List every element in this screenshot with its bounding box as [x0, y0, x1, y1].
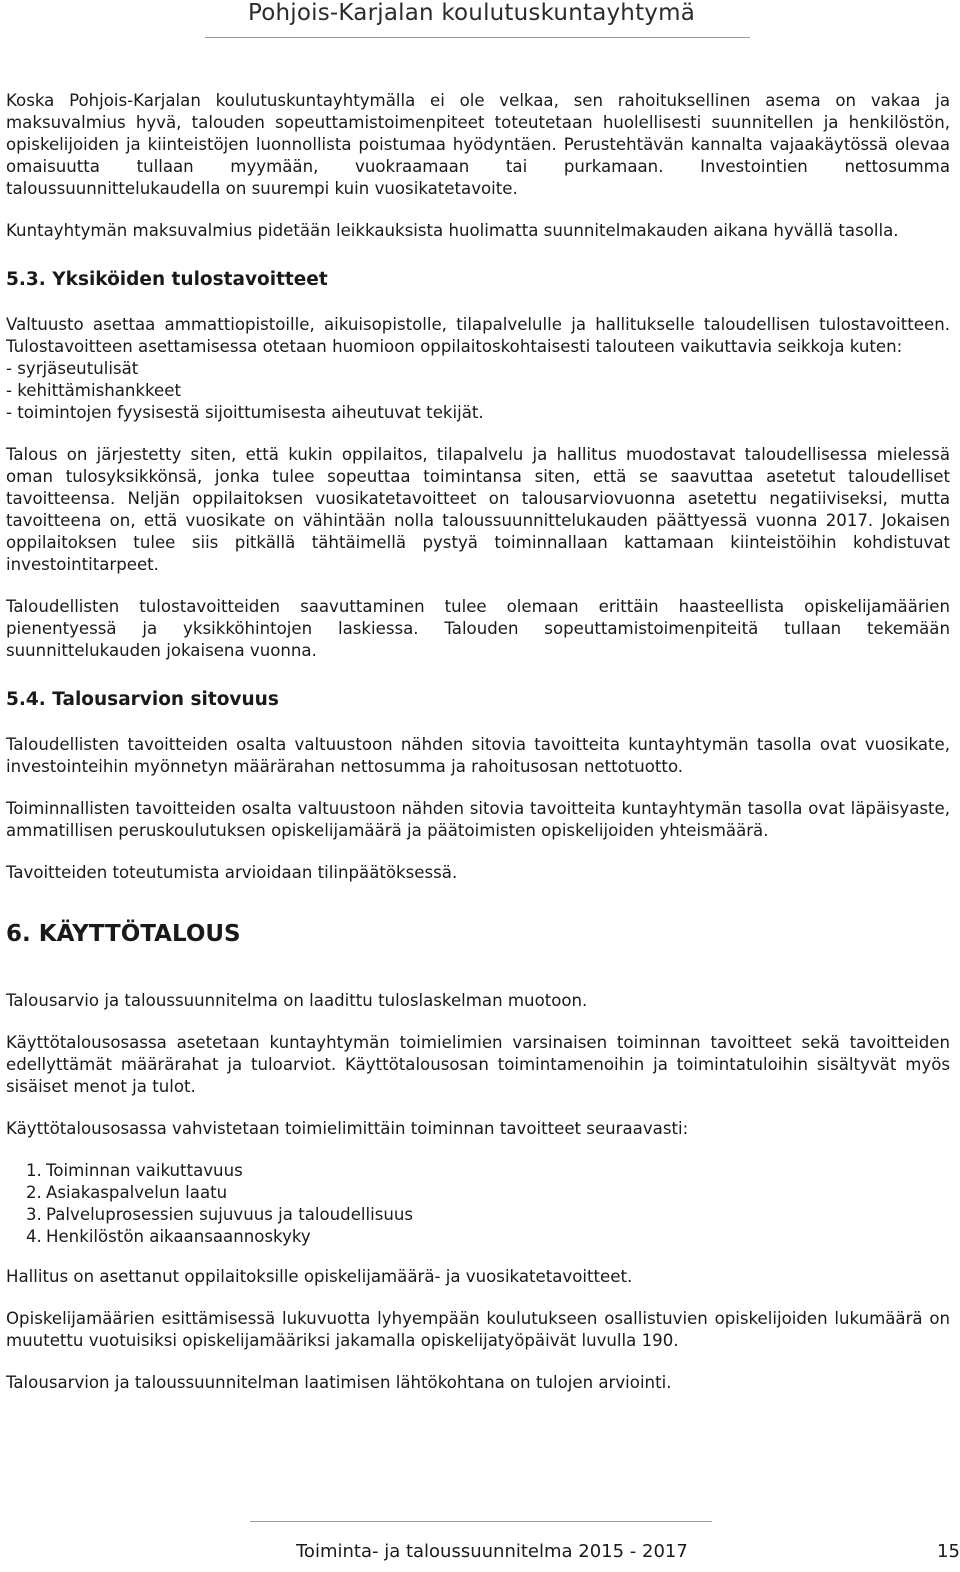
paragraph-binding-financial: Taloudellisten tavoitteiden osalta valtuustoon nähden sitovia tavoitteita kuntayhtymän tasolla ovat vuosikate, investointeihin myönnetyn määrärahan nettosumma ja rahoitusosan nettotuotto.	[6, 735, 950, 776]
list-item: 3. Palveluprosessien sujuvuus ja taloudellisuus	[26, 1205, 414, 1224]
paragraph-budget-format: Talousarvio ja taloussuunnitelma on laadittu tuloslaskelman muotoon.	[6, 991, 588, 1010]
list-item: - toimintojen fyysisestä sijoittumisesta aiheutuvat tekijät.	[6, 402, 950, 424]
targets-list	[6, 1160, 950, 1248]
footer-title: Toiminta- ja taloussuunnitelma 2015 - 2017	[296, 1541, 688, 1562]
list-item: 2. Asiakaspalvelun laatu	[26, 1183, 228, 1202]
paragraph-profit-units: Talous on järjestetty siten, että kukin oppilaitos, tilapalvelu ja hallitus muodostavat taloudellisessa mielessä oman tulosyksikkönsä, jonka tulee sopeuttaa toimintansa siten, että se saavuttaa asetetut taloudelliset tavoitteensa. Neljän oppilaitoksen vuosikatetavoitteet on talousarviovuonna asetettu negatiiviseksi, mutta tavoitteena on, että vuosikate on vähintään nolla taloussuunnittelukauden päättyessä vuonna 2017. Jokaisen oppilaitoksen tulee siis pitkällä tähtäimellä pystyä toiminnallaan kattamaan kiinteistöihin kohdistuvat investointitarpeet.	[6, 445, 950, 574]
paragraph-liquidity: Kuntayhtymän maksuvalmius pidetään leikkauksista huolimatta suunnitelmakauden aikana hyvällä tasolla.	[6, 221, 899, 240]
paragraph-revenue-basis: Talousarvion ja taloussuunnitelman laatimisen lähtökohtana on tulojen arviointi.	[6, 1373, 672, 1392]
page-header-title: Pohjois-Karjalan koulutuskuntayhtymä	[248, 0, 696, 26]
section-heading-5-3: 5.3. Yksiköiden tulostavoitteet	[6, 269, 328, 290]
paragraph-financial-position: Koska Pohjois-Karjalan koulutuskuntayhtymälla ei ole velkaa, sen rahoituksellinen asema on vakaa ja maksuvalmius hyvä, talouden sopeuttamistoimenpiteet toteutetaan huolellisesti suunnitellen ja henkilöstön, opiskelijoiden ja kiinteistöjen luonnollista poistumaa hyödyntäen. Perustehtävän kannalta vajaakäytössä olevaa omaisuutta tullaan myymään, vuokraamaan tai purkamaan. Investointien nettosumma taloussuunnittelukaudella on suurempi kuin vuosikatetavoite.	[6, 91, 950, 198]
list-item: - kehittämishankkeet	[6, 380, 950, 402]
chapter-heading-6: 6. KÄYTTÖTALOUS	[6, 921, 241, 947]
paragraph-board-targets: Hallitus on asettanut oppilaitoksille opiskelijamäärä- ja vuosikatetavoitteet.	[6, 1267, 633, 1286]
paragraph-result-targets: Valtuusto asettaa ammattiopistoille, aikuisopistolle, tilapalvelulle ja hallitukselle taloudellisen tulostavoitteen. Tulostavoitteen asettamisessa otetaan huomioon oppilaitoskohtaisesti talouteen vaikuttavia seikkoja kuten:	[6, 315, 950, 356]
paragraph-evaluation: Tavoitteiden toteutumista arvioidaan tilinpäätöksessä.	[6, 863, 458, 882]
paragraph-binding-operational: Toiminnallisten tavoitteiden osalta valtuustoon nähden sitovia tavoitteita kuntayhtymän tasolla ovat läpäisyaste, ammatillisen peruskoulutuksen opiskelijamäärä ja päätoimisten opiskelijoiden yhteismäärä.	[6, 799, 950, 840]
paragraph-operating-section: Käyttötalousosassa asetetaan kuntayhtymän toimielimien varsinaisen toiminnan tavoitteet sekä tavoitteiden edellyttämät määrärahat ja tuloarviot. Käyttötalousosan toimintamenoihin ja toimintatuloihin sisältyvät myös sisäiset menot ja tulot.	[6, 1033, 950, 1096]
page-number: 15	[937, 1541, 960, 1562]
footer-divider	[250, 1521, 712, 1522]
paragraph-challenges: Taloudellisten tulostavoitteiden saavuttaminen tulee olemaan erittäin haasteellista opiskelijamäärien pienentyessä ja yksikköhintojen laskiessa. Talouden sopeuttamistoimenpiteitä tullaan tekemään suunnittelukauden jokaisena vuonna.	[6, 597, 950, 660]
section-heading-5-4: 5.4. Talousarvion sitovuus	[6, 689, 279, 710]
header-divider	[205, 37, 750, 38]
paragraph-student-counts: Opiskelijamäärien esittämisessä lukuvuotta lyhyempään koulutukseen osallistuvien opiskelijoiden lukumäärä on muutettu vuotuisiksi opiskelijamääriksi jakamalla opiskelijatyöpäivät luvulla 190.	[6, 1309, 950, 1350]
list-item: 4. Henkilöstön aikaansaannoskyky	[26, 1227, 311, 1246]
paragraph-targets-intro: Käyttötalousosassa vahvistetaan toimielimittäin toiminnan tavoitteet seuraavasti:	[6, 1119, 689, 1138]
document-body	[6, 90, 950, 1414]
factors-list	[6, 358, 950, 424]
list-item: 1. Toiminnan vaikuttavuus	[26, 1161, 243, 1180]
list-item: - syrjäseutulisät	[6, 358, 950, 380]
